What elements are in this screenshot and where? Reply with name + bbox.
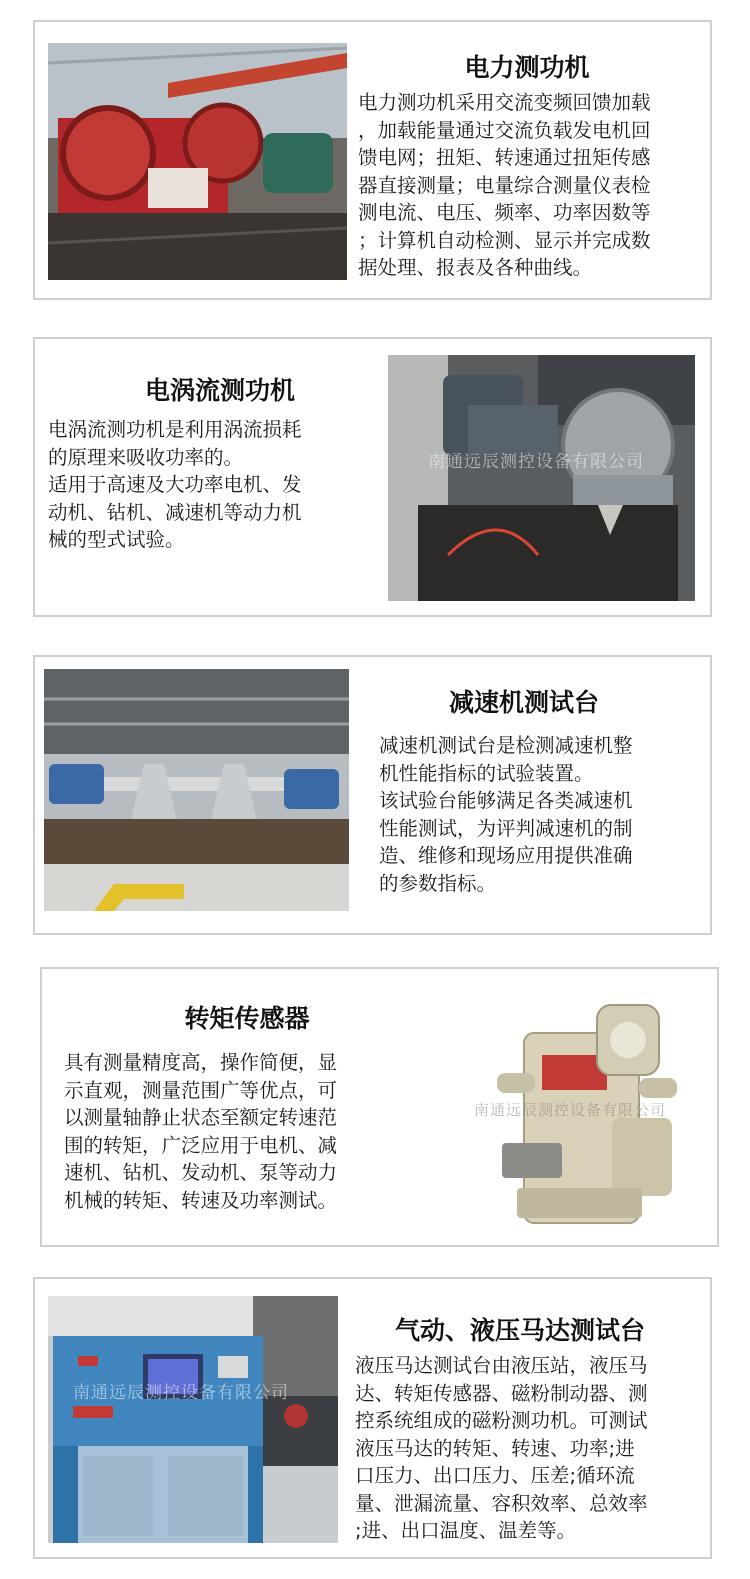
product-photo [48,1296,338,1543]
product-photo [388,355,695,601]
watermark-text: 南通远辰测控设备有限公司 [474,1101,667,1119]
section-description: 具有测量精度高，操作简便，显 示直观，测量范围广等优点，可 以测量轴静止状态至额定转速范 围的转矩，广泛应用于电机、减 速机、钻机、发动机、泵等动力 机械的转矩、转速及功率测试。 [64,1051,338,1212]
product-card-eddy-current-dynamometer [33,337,712,617]
section-title: 气动、液压马达测试台 [394,1316,645,1345]
product-photo [48,43,347,280]
section-title: 电涡流测功机 [144,376,295,405]
product-card-power-dynamometer [33,20,712,300]
product-photo [462,983,710,1233]
section-title: 转矩传感器 [184,1004,310,1033]
watermark-text: 南通远辰测控设备有限公司 [73,1383,289,1403]
section-description: 电涡流测功机是利用涡流损耗 的原理来吸收功率的。 适用于高速及大功率电机、发 动机、钻机、减速机等动力机 械的型式试验。 [48,418,302,551]
section-title: 减速机测试台 [448,688,599,717]
section-description: 液压马达测试台由液压站，液压马 达、转矩传感器、磁粉制动器、测 控系统组成的磁粉测功机。可测试 液压马达的转矩、转速、功率;进 口压力、出口压力、压差;循环流 量、泄漏流量、容积效率、总效率 ;进、出口温度、温差等。 [355,1354,648,1542]
product-card-reducer-test-bench [33,655,712,935]
product-photo [44,669,349,911]
section-description: 电力测功机采用交流变频回馈加载 ，加载能量通过交流负载发电机回 馈电网；扭矩、转速通过扭矩传感 器直接测量；电量综合测量仪表检 测电流、电压、频率、功率因数等 ；计算机自动检测、显示并完成数 据处理、报表及各种曲线。 [358,91,651,279]
section-description: 减速机测试台是检测减速机整 机性能指标的试验装置。 该试验台能够满足各类减速机 性能测试，为评判减速机的制 造、维修和现场应用提供准确 的参数指标。 [379,734,633,895]
product-card-torque-sensor [40,967,719,1247]
product-card-hydraulic-motor-test-bench [33,1277,712,1559]
section-title: 电力测功机 [464,53,590,82]
watermark-text: 南通远辰测控设备有限公司 [428,452,644,472]
